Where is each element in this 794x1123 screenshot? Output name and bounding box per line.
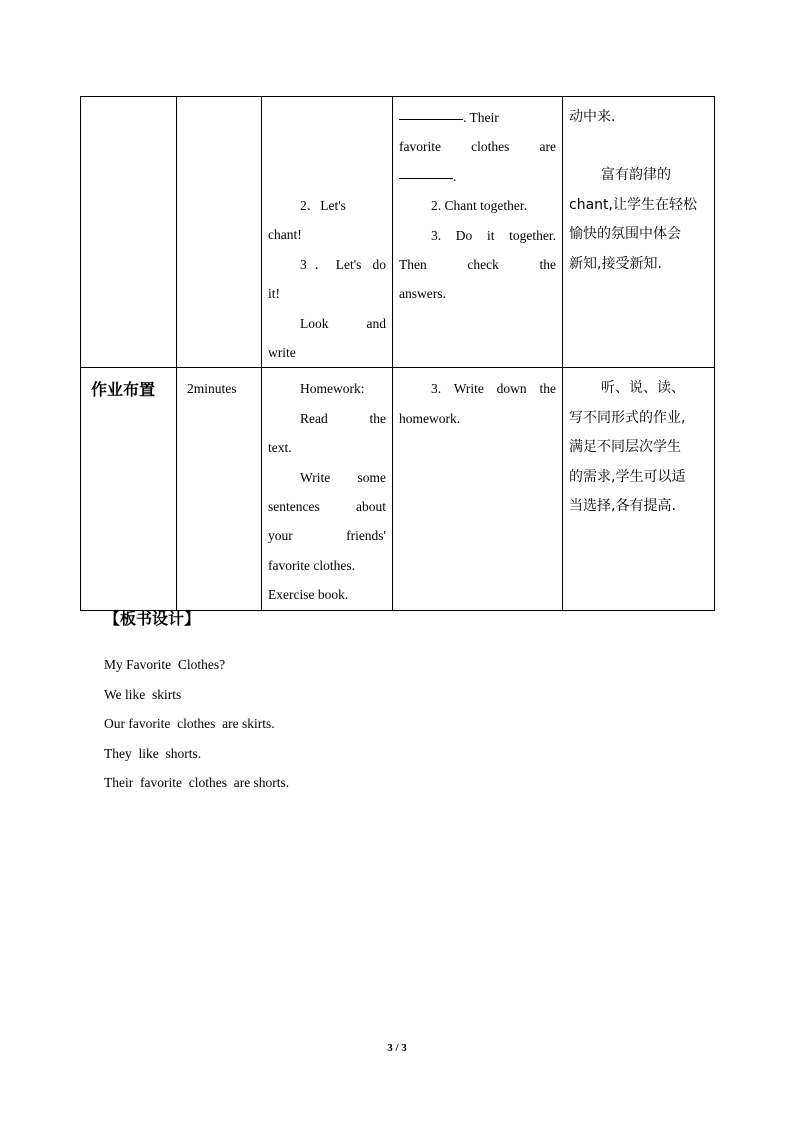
text-line: 当选择,各有提高. bbox=[569, 498, 676, 515]
text-line: answers. bbox=[399, 286, 446, 302]
text-line: homework. bbox=[399, 410, 461, 426]
text-line: 满足不同层次学生 bbox=[569, 439, 681, 456]
text-line: 写不同形式的作业, bbox=[569, 409, 686, 426]
board-line: Our favorite clothes are skirts. bbox=[104, 716, 275, 731]
fill-in-blank bbox=[399, 118, 463, 120]
text-line: 新知,接受新知. bbox=[569, 255, 662, 272]
step-label: 作业布置 bbox=[91, 380, 156, 400]
text-line: 2．Let's bbox=[300, 198, 346, 213]
text-line: 动中来. bbox=[569, 109, 616, 125]
text-line: 3. Write down the bbox=[431, 381, 556, 397]
board-line: They like shorts. bbox=[104, 745, 202, 761]
text-line: chant! bbox=[268, 227, 302, 243]
board-line: Their favorite clothes are shorts. bbox=[104, 775, 290, 790]
fill-in-blank bbox=[399, 177, 453, 179]
student-activity-cell bbox=[393, 97, 563, 368]
time-value: 2minutes bbox=[187, 381, 237, 397]
lesson-table bbox=[80, 96, 715, 611]
text-line: favorite clothes are bbox=[399, 139, 556, 155]
text-line: . bbox=[399, 162, 556, 191]
text-line: Write some bbox=[300, 469, 386, 485]
text-line: Exercise book. bbox=[268, 587, 349, 603]
text-line: chant,让学生在轻松 bbox=[569, 196, 697, 213]
text-line: sentences about bbox=[268, 499, 386, 515]
text-line: 听、说、读、 bbox=[601, 380, 685, 397]
text-line: 愉快的氛围中体会 bbox=[569, 226, 681, 243]
design-intent-cell bbox=[563, 97, 715, 368]
board-design-content bbox=[104, 650, 289, 798]
time-cell bbox=[177, 368, 262, 610]
text-line: text. bbox=[268, 440, 292, 456]
board-line: My Favorite Clothes? bbox=[104, 657, 226, 672]
text-line: your friends' bbox=[268, 528, 386, 544]
text-line: Look and bbox=[300, 315, 386, 331]
step-label-cell bbox=[81, 97, 177, 368]
step-label-cell bbox=[81, 368, 177, 610]
text-line: favorite clothes. bbox=[268, 557, 355, 573]
text-line: Homework: bbox=[300, 381, 365, 397]
text-line: Then check the bbox=[399, 257, 556, 273]
text-line: 3．Let's do bbox=[300, 256, 386, 272]
teacher-activity-cell bbox=[262, 97, 393, 368]
text-line: it! bbox=[268, 286, 280, 302]
table-row bbox=[81, 368, 715, 610]
text-line: write bbox=[268, 345, 296, 361]
text-line: 3. Do it together. bbox=[431, 227, 556, 243]
design-intent-cell bbox=[563, 368, 715, 610]
teacher-activity-cell bbox=[262, 368, 393, 610]
page-number: 3 / 3 bbox=[387, 1042, 407, 1054]
text-line: Read the bbox=[300, 410, 386, 426]
text-line: . Their bbox=[399, 103, 556, 132]
text-line: 富有韵律的 bbox=[601, 167, 671, 184]
board-line: We like skirts bbox=[104, 686, 182, 702]
time-cell bbox=[177, 97, 262, 368]
student-activity-cell bbox=[393, 368, 563, 610]
table-row bbox=[81, 97, 715, 368]
text-line: 2. Chant together. bbox=[431, 198, 527, 214]
board-design-heading: 【板书设计】 bbox=[104, 609, 201, 628]
text-line: 的需求,学生可以适 bbox=[569, 468, 686, 485]
